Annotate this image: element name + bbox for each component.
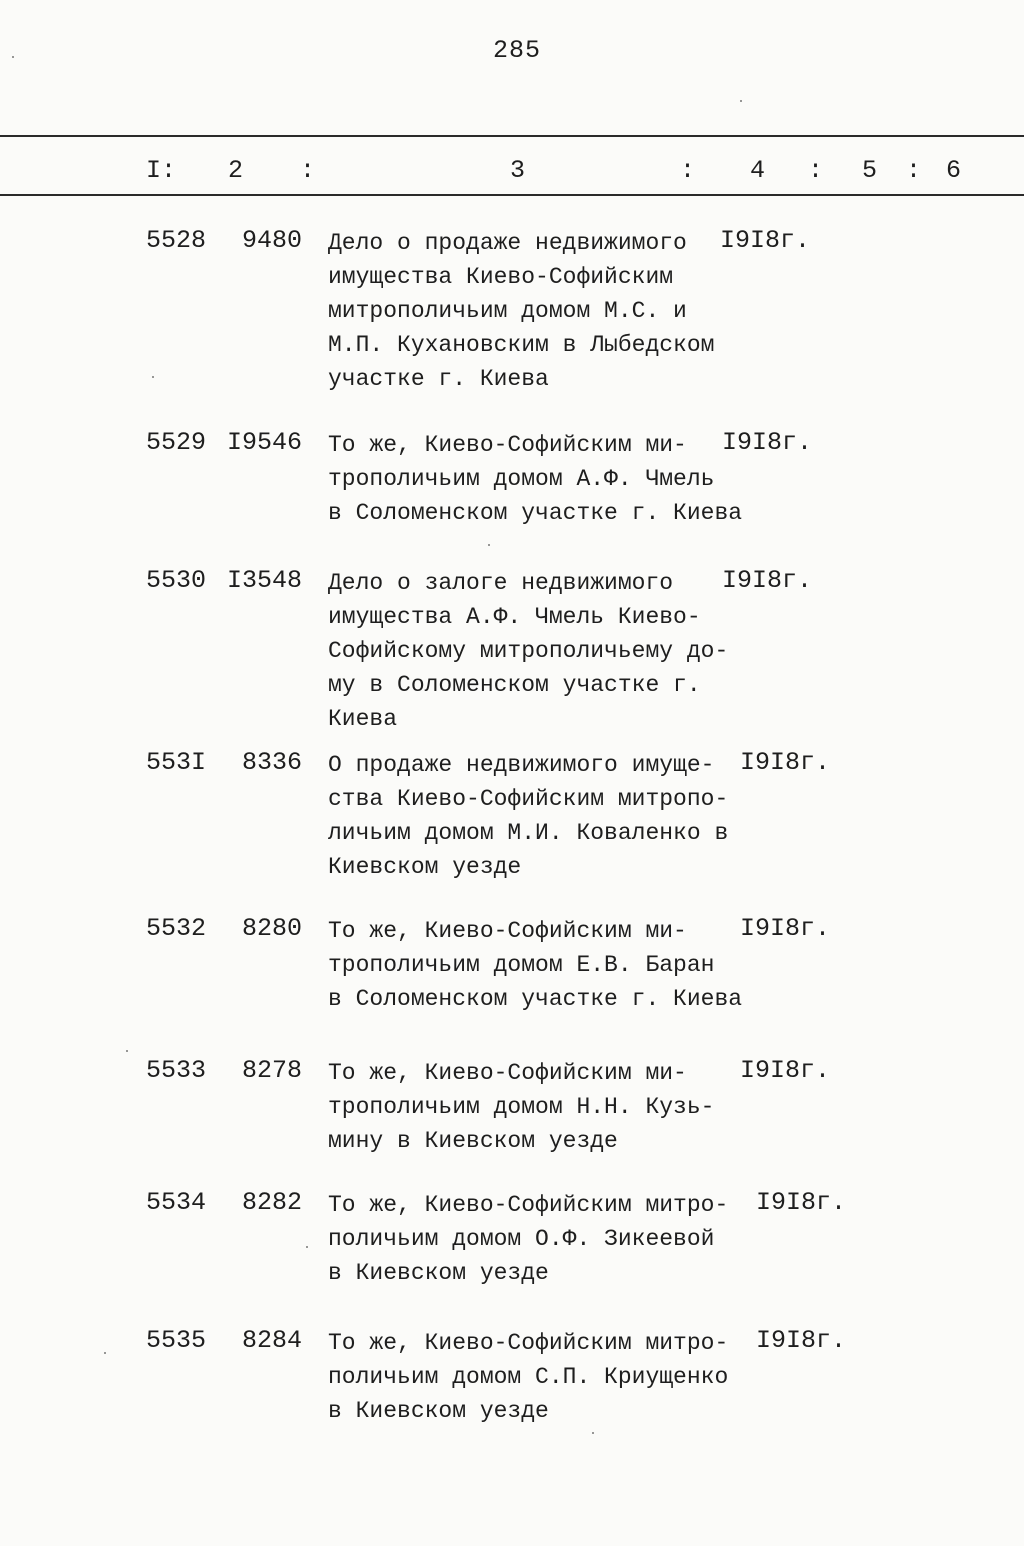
entry-code: 8282 xyxy=(241,1188,302,1217)
column-4-label: 4 xyxy=(750,156,766,185)
entry-year: I9I8г. xyxy=(756,1326,847,1355)
entry-number: 5535 xyxy=(146,1326,207,1355)
scan-speck xyxy=(488,544,490,546)
entry-description xyxy=(328,1188,728,1290)
entry-code: 8336 xyxy=(241,748,302,777)
entry-description xyxy=(328,226,714,396)
entry-code: I3548 xyxy=(226,566,302,595)
scan-speck xyxy=(152,376,154,378)
entry-year: I9I8г. xyxy=(740,914,831,943)
scan-speck xyxy=(306,1246,308,1248)
entry-year: I9I8г. xyxy=(720,226,811,255)
entry-description xyxy=(328,1326,728,1428)
description-line: мину в Киевском уезде xyxy=(328,1128,618,1154)
entry-number: 5534 xyxy=(146,1188,207,1217)
entry-description xyxy=(328,1056,714,1158)
entry-code: 8284 xyxy=(241,1326,302,1355)
scan-speck xyxy=(126,1050,128,1052)
description-line: Киева xyxy=(328,706,398,732)
column-5-label: 5 xyxy=(862,156,878,185)
page-number: 285 xyxy=(492,36,541,65)
scan-speck xyxy=(740,100,742,102)
description-line: То же, Киево-Софийским ми- xyxy=(328,918,687,944)
scan-speck xyxy=(104,1352,106,1354)
description-line: в Киевском уезде xyxy=(328,1398,549,1424)
description-line: То же, Киево-Софийским митро- xyxy=(328,1330,729,1356)
description-line: поличьим домом О.Ф. Зикеевой xyxy=(328,1226,715,1252)
entry-year: I9I8г. xyxy=(756,1188,847,1217)
description-line: То же, Киево-Софийским митро- xyxy=(328,1192,729,1218)
column-6-label: 6 xyxy=(946,156,962,185)
description-line: участке г. Киева xyxy=(328,366,549,392)
entry-year: I9I8г. xyxy=(722,566,813,595)
description-line: Дело о продаже недвижимого xyxy=(328,230,687,256)
scan-speck xyxy=(12,56,14,58)
column-3-label: 3 xyxy=(510,156,526,185)
entry-number: 5529 xyxy=(146,428,207,457)
description-line: О продаже недвижимого имуще- xyxy=(328,752,715,778)
description-line: трополичьим домом Е.В. Баран xyxy=(328,952,715,978)
entry-year: I9I8г. xyxy=(740,748,831,777)
entry-description xyxy=(328,428,742,530)
column-separator: : xyxy=(300,156,316,185)
entry-code: 8278 xyxy=(241,1056,302,1085)
entry-description xyxy=(328,914,742,1016)
table-header-bottom-rule xyxy=(0,194,1024,196)
description-line: Дело о залоге недвижимого xyxy=(328,570,674,596)
entry-number: 5528 xyxy=(146,226,207,255)
description-line: личьим домом М.И. Коваленко в xyxy=(328,820,729,846)
description-line: То же, Киево-Софийским ми- xyxy=(328,432,687,458)
description-line: То же, Киево-Софийским ми- xyxy=(328,1060,687,1086)
entry-code: I9546 xyxy=(226,428,302,457)
table-header-top-rule xyxy=(0,135,1024,137)
description-line: ства Киево-Софийским митропо- xyxy=(328,786,729,812)
description-line: М.П. Кухановским в Лыбедском xyxy=(328,332,715,358)
description-line: имущества А.Ф. Чмель Киево- xyxy=(328,604,701,630)
entry-number: 5533 xyxy=(146,1056,207,1085)
description-line: митрополичьим домом М.С. и xyxy=(328,298,687,324)
description-line: Киевском уезде xyxy=(328,854,522,880)
entry-code: 8280 xyxy=(241,914,302,943)
description-line: имущества Киево-Софийским xyxy=(328,264,674,290)
entry-number: 5532 xyxy=(146,914,207,943)
column-1-label: I: xyxy=(146,156,177,185)
column-separator: : xyxy=(808,156,824,185)
entry-code: 9480 xyxy=(241,226,302,255)
description-line: в Киевском уезде xyxy=(328,1260,549,1286)
description-line: в Соломенском участке г. Киева xyxy=(328,986,743,1012)
description-line: Софийскому митрополичьему до- xyxy=(328,638,729,664)
entry-number: 553I xyxy=(146,748,207,777)
entry-year: I9I8г. xyxy=(722,428,813,457)
column-separator: : xyxy=(680,156,696,185)
entry-number: 5530 xyxy=(146,566,207,595)
description-line: поличьим домом С.П. Криущенко xyxy=(328,1364,729,1390)
description-line: му в Соломенском участке г. xyxy=(328,672,701,698)
entry-description xyxy=(328,748,728,884)
column-separator: : xyxy=(906,156,922,185)
column-2-label: 2 xyxy=(228,156,244,185)
description-line: в Соломенском участке г. Киева xyxy=(328,500,743,526)
description-line: трополичьим домом Н.Н. Кузь- xyxy=(328,1094,715,1120)
entry-description xyxy=(328,566,728,736)
description-line: трополичьим домом А.Ф. Чмель xyxy=(328,466,715,492)
entry-year: I9I8г. xyxy=(740,1056,831,1085)
scan-speck xyxy=(592,1432,594,1434)
